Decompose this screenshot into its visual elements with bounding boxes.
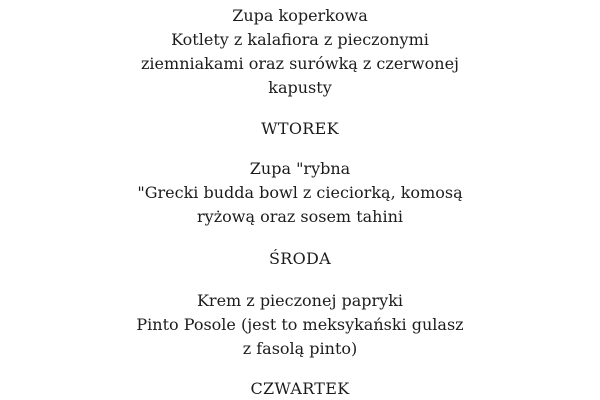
monday-soup: Zupa koperkowa (232, 6, 368, 25)
monday-main-line-2: ziemniakami oraz surówką z czerwonej (141, 54, 459, 73)
wednesday-main-line-1: Pinto Posole (jest to meksykański gulasz (136, 315, 464, 334)
tuesday-main-line-1: "Grecki budda bowl z cieciorką, komosą (137, 183, 463, 202)
monday-main-line-1: Kotlety z kalafiora z pieczonymi (171, 30, 429, 49)
day-heading-thursday: CZWARTEK (250, 379, 350, 398)
day-heading-wednesday: ŚRODA (268, 249, 331, 268)
monday-main-line-3: kapusty (268, 78, 332, 97)
wednesday-main-line-2: z fasolą pinto) (242, 339, 358, 358)
tuesday-soup: Zupa "rybna (249, 159, 351, 178)
tuesday-main-line-2: ryżową oraz sosem tahini (197, 207, 403, 226)
wednesday-soup: Krem z pieczonej papryki (196, 291, 404, 310)
day-heading-tuesday: WTOREK (261, 119, 339, 138)
